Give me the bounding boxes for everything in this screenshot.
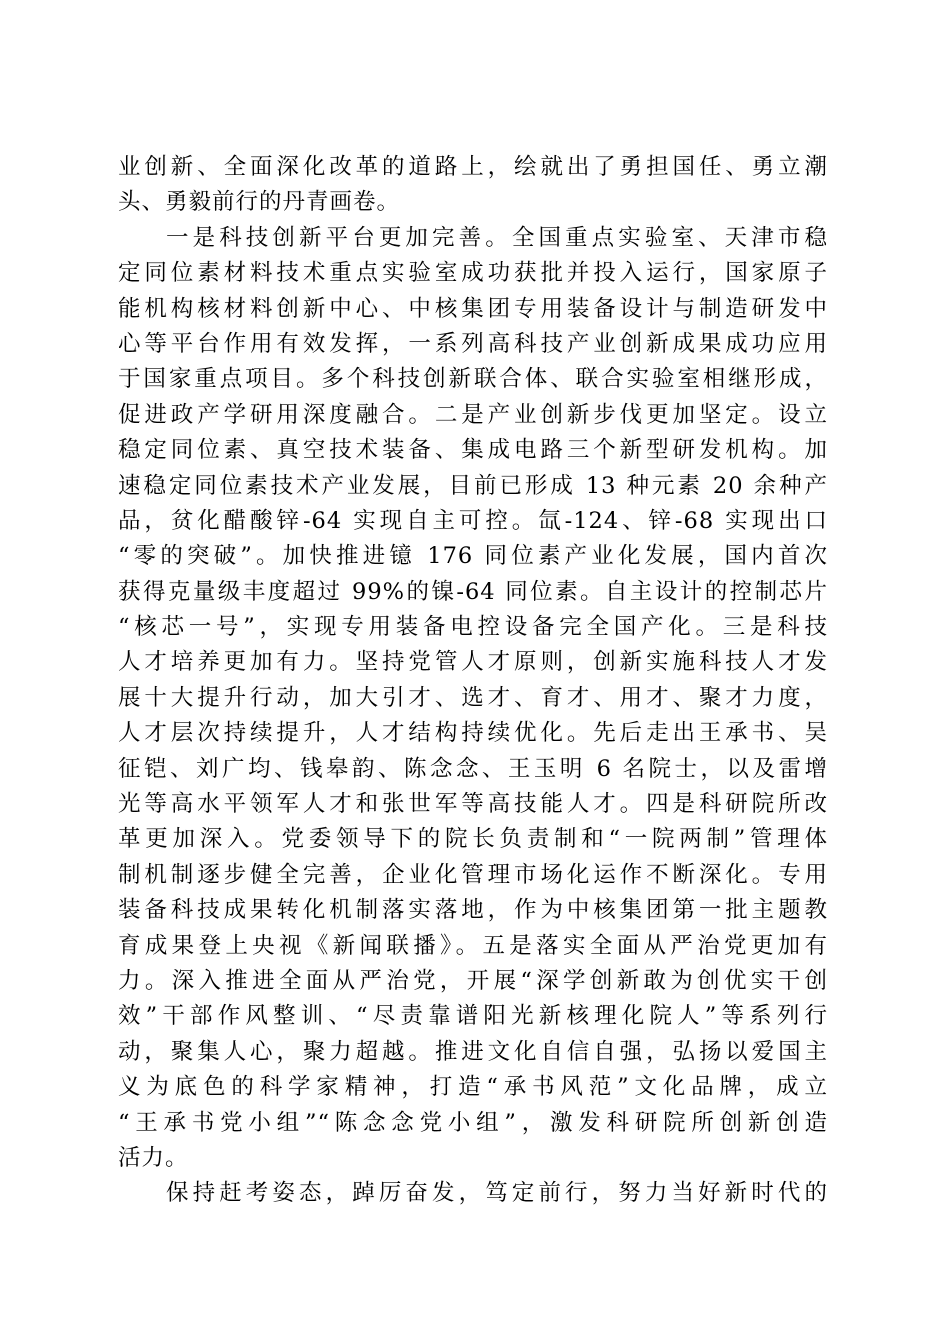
text-line: 稳定同位素、真空技术装备、集成电路三个新型研发机构。加 bbox=[118, 437, 828, 464]
text-line: 动，聚集人心，聚力超越。推进文化自信自强，弘扬以爱国主 bbox=[118, 1038, 828, 1065]
text-line: 革更加深入。党委领导下的院长负责制和“一院两制”管理体 bbox=[118, 826, 828, 853]
text-line: 获得克量级丰度超过 99%的镍-64 同位素。自主设计的控制芯片 bbox=[118, 578, 828, 605]
text-line: 义为底色的科学家精神，打造“承书风范”文化品牌，成立 bbox=[118, 1074, 828, 1101]
text-line: 定同位素材料技术重点实验室成功获批并投入运行，国家原子 bbox=[118, 260, 828, 287]
text-line: 人才层次持续提升，人才结构持续优化。先后走出王承书、吴 bbox=[118, 720, 828, 747]
text-line: 能机构核材料创新中心、中核集团专用装备设计与制造研发中 bbox=[118, 295, 828, 322]
text-line: 育成果登上央视《新闻联播》。五是落实全面从严治党更加有 bbox=[118, 932, 828, 959]
text-line: 展十大提升行动，加大引才、选才、育才、用才、聚才力度， bbox=[118, 684, 828, 711]
text-line: 业创新、全面深化改革的道路上，绘就出了勇担国任、勇立潮 bbox=[118, 154, 828, 180]
text-line: 装备科技成果转化机制落实落地，作为中核集团第一批主题教 bbox=[118, 897, 828, 924]
body-text bbox=[118, 150, 828, 1212]
text-line: 征铠、刘广均、钱皋韵、陈念念、王玉明 6 名院士，以及雷增 bbox=[118, 755, 828, 782]
text-line: 促进政产学研用深度融合。二是产业创新步伐更加坚定。设立 bbox=[118, 401, 828, 428]
text-line: 制机制逐步健全完善，企业化管理市场化运作不断深化。专用 bbox=[118, 861, 828, 888]
text-line: 品，贫化醋酸锌-64 实现自主可控。氙-124、锌-68 实现出口 bbox=[118, 507, 828, 534]
paragraph-first-line: 保持赶考姿态，踔厉奋发，笃定前行，努力当好新时代的 bbox=[166, 1180, 828, 1207]
text-line: 心等平台作用有效发挥，一系列高科技产业创新成果成功应用 bbox=[118, 330, 828, 357]
text-line: 头、勇毅前行的丹青画卷。 bbox=[118, 189, 401, 216]
text-line: 人才培养更加有力。坚持党管人才原则，创新实施科技人才发 bbox=[118, 649, 828, 676]
text-line: “王承书党小组”“陈念念党小组”，激发科研院所创新创造 bbox=[118, 1109, 828, 1136]
text-line: “零的突破”。加快推进镱 176 同位素产业化发展，国内首次 bbox=[118, 543, 828, 570]
paragraph-first-line: 一是科技创新平台更加完善。全国重点实验室、天津市稳 bbox=[166, 224, 828, 251]
text-line: “核芯一号”，实现专用装备电控设备完全国产化。三是科技 bbox=[118, 614, 828, 641]
text-line: 光等高水平领军人才和张世军等高技能人才。四是科研院所改 bbox=[118, 791, 828, 818]
text-line: 于国家重点项目。多个科技创新联合体、联合实验室相继形成， bbox=[118, 366, 828, 393]
text-line: 效”干部作风整训、“尽责靠谱阳光新核理化院人”等系列行 bbox=[118, 1003, 828, 1030]
text-line: 活力。 bbox=[118, 1144, 189, 1171]
text-line: 力。深入推进全面从严治党，开展“深学创新敢为创优实干创 bbox=[118, 967, 828, 994]
text-line: 速稳定同位素技术产业发展，目前已形成 13 种元素 20 余种产 bbox=[118, 472, 828, 499]
